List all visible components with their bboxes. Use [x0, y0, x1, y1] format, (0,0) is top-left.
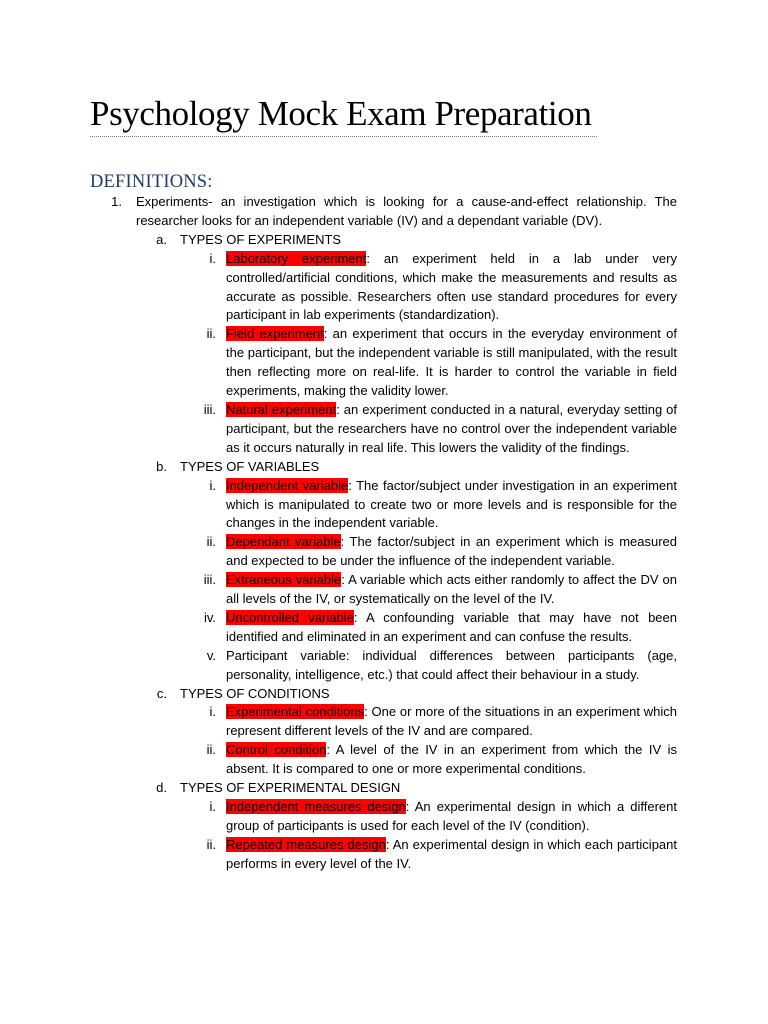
list-roman: i.	[209, 704, 216, 720]
highlighted-term: Uncontrolled variable	[226, 609, 354, 625]
definition-text: : an experiment conducted in a natural, everyday setting of participant, but the researchers have no control over the independent variable as it occurs naturally in real life. This lowers the validity of the findings.	[226, 401, 678, 455]
highlighted-term: Field experiment	[226, 326, 324, 342]
definition-participant-variable	[0, 647, 768, 685]
subheading-label: TYPES OF EXPERIMENTS	[180, 231, 342, 247]
definition-text: : A confounding variable that may have not been identified and eliminated in an experiment and can confuse the results.	[226, 609, 677, 644]
list-roman: i.	[209, 477, 216, 493]
subheading-types-of-variables	[0, 458, 768, 477]
definition-field-experiment	[0, 325, 768, 401]
definition-text: : The factor/subject in an experiment which is measured and expected to be under the influence of the independent variable.	[226, 534, 678, 569]
definition-text: : An experimental design in which a different group of participants is used for each level of the IV (condition).	[226, 799, 678, 833]
definition-uncontrolled-variable	[0, 609, 768, 647]
list-roman: ii.	[206, 326, 216, 342]
list-roman: iii.	[203, 401, 216, 417]
definition-laboratory-experiment	[0, 250, 768, 326]
subheading-types-of-conditions	[0, 685, 768, 704]
highlighted-term: Experimental conditions	[226, 704, 365, 720]
subheading-types-of-experiments	[0, 231, 768, 250]
definition-repeated-measures-design	[0, 836, 768, 874]
subheading-label: TYPES OF VARIABLES	[180, 458, 320, 474]
definition-text: : A variable which acts either randomly to affect the DV on all levels of the IV, or systematically on the level of the IV.	[226, 572, 677, 607]
highlighted-term: Independent measures design	[226, 799, 406, 814]
list-letter: b.	[156, 458, 167, 474]
definition-text: : A level of the IV in an experiment from which the IV is absent. It is compared to one or more experimental conditions.	[226, 742, 677, 777]
highlighted-term: Extraneous variable	[226, 572, 342, 588]
definitions-list	[0, 193, 768, 874]
list-item-text: Experiments- an investigation which is looking for a cause-and-effect relationship. The researcher looks for an independent variable (IV) and a dependant variable (DV).	[136, 194, 677, 228]
definition-independent-variable	[0, 477, 768, 534]
list-number: 1.	[111, 194, 122, 209]
highlighted-term: Repeated measures design	[226, 836, 386, 852]
definition-text: : an experiment held in a lab under very controlled/artificial conditions, which make the measurements and results as accurate as possible. Researchers often use standard procedures for every participant in lab experiments (standardization).	[226, 250, 677, 323]
subheading-label: TYPES OF EXPERIMENTAL DESIGN	[180, 780, 401, 796]
definition-extraneous-variable	[0, 571, 768, 609]
list-roman: iii.	[203, 572, 216, 588]
subheading-label: TYPES OF CONDITIONS	[180, 685, 330, 701]
highlighted-term: Natural experiment	[226, 401, 337, 417]
highlighted-term: Dependant variable	[226, 534, 341, 550]
definition-control-condition	[0, 741, 768, 779]
list-roman: ii.	[206, 836, 216, 852]
page-title: Psychology Mock Exam Preparation	[90, 92, 597, 137]
list-roman: i.	[209, 250, 216, 266]
definition-text: : an experiment that occurs in the everyday environment of the participant, but the independent variable is still manipulated, with the result then reflecting more on real-life. It is harder to control the variable in field experiments, making the validity lower.	[226, 326, 677, 399]
list-letter: d.	[156, 780, 167, 796]
highlighted-term: Independent variable	[226, 477, 349, 493]
section-heading-definitions: DEFINITIONS:	[90, 172, 213, 192]
list-roman: v.	[206, 647, 216, 663]
list-item-experiments	[0, 193, 768, 231]
definition-natural-experiment	[0, 401, 768, 458]
subheading-types-of-experimental-design	[0, 779, 768, 798]
list-roman: ii.	[206, 742, 216, 758]
definition-experimental-conditions	[0, 703, 768, 741]
highlighted-term: Laboratory experiment	[226, 250, 367, 266]
list-letter: c.	[156, 685, 167, 701]
list-roman: ii.	[206, 534, 216, 550]
list-roman: iv.	[203, 609, 216, 625]
highlighted-term: Control condition	[226, 742, 327, 758]
list-roman: i.	[209, 799, 216, 814]
definition-text: : An experimental design in which each participant performs in every level of the IV.	[226, 836, 677, 871]
list-letter: a.	[156, 231, 167, 247]
definition-independent-measures-design	[0, 798, 768, 836]
definition-text: : The factor/subject under investigation in an experiment which is manipulated to create two or more levels and is responsible for the changes in the independent variable.	[226, 477, 677, 531]
definition-text: Participant variable: individual differences between participants (age, personality, intelligence, etc.) that could affect their behaviour in a study.	[226, 647, 677, 682]
definition-text: : One or more of the situations in an experiment which represent different levels of the IV and are compared.	[226, 704, 677, 739]
definition-dependant-variable	[0, 533, 768, 571]
